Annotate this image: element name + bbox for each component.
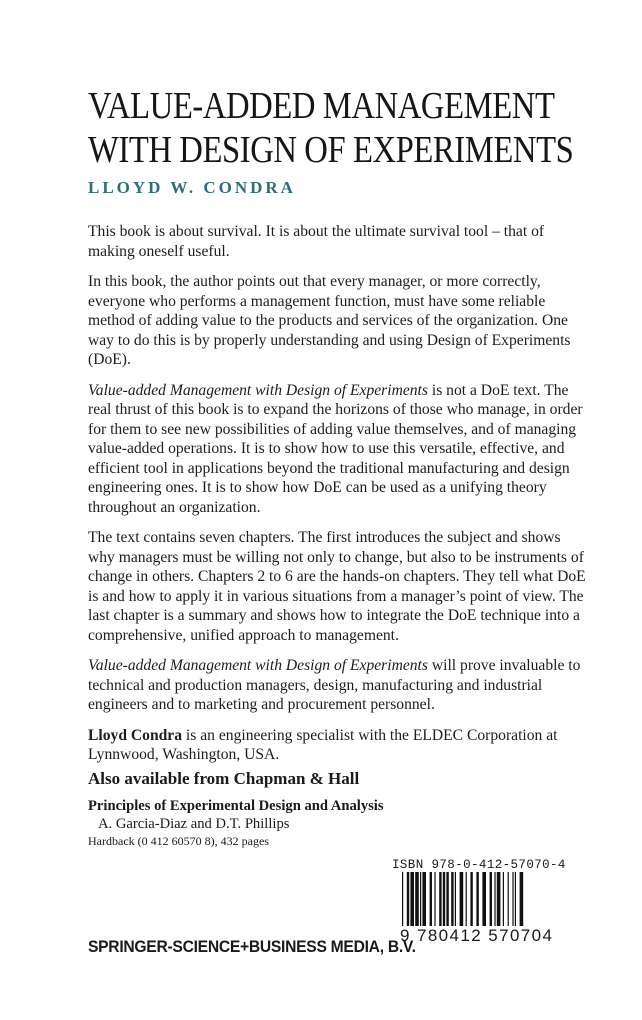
paragraph-text: will prove invaluable to technical and production managers, design, manufacturing and industrial engineers and to marketing and procurement personnel. xyxy=(88,657,581,713)
related-book-title: Principles of Experimental Design and Analysis xyxy=(88,798,384,814)
barcode-bar xyxy=(512,872,513,934)
barcode-bar xyxy=(434,872,435,934)
book-title-italic: Value-added Management with Design of Experiments xyxy=(88,381,428,399)
barcode-bar xyxy=(455,872,456,934)
barcode-bars xyxy=(398,872,623,934)
also-available-heading: Also available from Chapman & Hall xyxy=(88,769,360,788)
barcode-bar xyxy=(415,872,419,934)
barcode-digits: 9 780412 570704 xyxy=(398,926,625,946)
author-name-bold: Lloyd Condra xyxy=(88,726,183,744)
barcode-bar xyxy=(410,872,414,934)
barcode-bar xyxy=(508,872,509,934)
barcode-bar xyxy=(494,872,495,934)
barcode-bar xyxy=(446,872,448,934)
barcode-bar xyxy=(422,872,426,934)
related-book-authors: A. Garcia-Diaz and D.T. Phillips xyxy=(98,816,290,832)
blurb-paragraph-3 xyxy=(88,381,588,518)
publisher-name: SPRINGER-SCIENCE+BUSINESS MEDIA, B.V. xyxy=(88,937,416,956)
barcode-bar xyxy=(430,872,432,934)
book-title-italic: Value-added Management with Design of Experiments xyxy=(88,657,428,674)
barcode-bar xyxy=(503,872,504,934)
barcode-bar xyxy=(460,872,464,934)
blurb-paragraph-1: This book is about survival. It is about the ultimate survival tool – that of making oneself useful. xyxy=(88,223,545,260)
barcode-bar xyxy=(443,872,445,934)
related-book-details: Hardback (0 412 60570 8), 432 pages xyxy=(88,834,269,848)
blurb-paragraph-4: The text contains seven chapters. The first introduces the subject and shows why managers must be willing not only to change, but also to be instruments of change in others. Chapters 2 to 6 are the hands-on chapters. They tell what DoE is and how to apply it in various situations from a manager’s point of view. The last chapter is a summary and shows how to integrate the DoE technique into a comprehensive, unified approach to management. xyxy=(88,529,586,644)
also-available-section xyxy=(88,769,588,849)
title-line-2: WITH DESIGN OF EXPERIMENTS xyxy=(88,129,574,171)
paragraph-text: is not a DoE text. The real thrust of this book is to expand the horizons of those who manage, in order for them to see new possibilities of adding value themselves, and of managing value-added operations. It is to show how to use this versatile, effective, and efficient tool in applications beyond the traditional manufacturing and design engineering ones. It is to show how DoE can be used as a unifying theory throughout an organization. xyxy=(88,381,583,516)
author-bio xyxy=(88,726,588,765)
barcode-bar xyxy=(470,872,472,934)
barcode xyxy=(398,872,623,962)
book-title xyxy=(88,84,574,172)
barcode-bar xyxy=(515,872,516,934)
title-line-1: VALUE-ADDED MANAGEMENT xyxy=(88,85,555,127)
isbn-label: ISBN 978-0-412-57070-4 xyxy=(392,858,566,872)
book-author: LLOYD W. CONDRA xyxy=(88,178,296,197)
paragraph-text: is an engineering specialist with the ELDEC Corporation at Lynnwood, Washington, USA. xyxy=(88,726,558,763)
blurb-paragraph-5 xyxy=(88,656,588,715)
barcode-bar xyxy=(520,872,524,934)
barcode-bar xyxy=(466,872,467,934)
barcode-bar xyxy=(402,872,403,934)
barcode-bar xyxy=(420,872,421,934)
barcode-bar xyxy=(451,872,453,934)
barcode-bar xyxy=(439,872,441,934)
barcode-bar xyxy=(490,872,492,934)
blurb-paragraph-2: In this book, the author points out that every manager, or more correctly, everyone who performs a management function, must have some reliable method of adding value to the products and services of the organization. One way to do this is by properly understanding and using Design of Experiments (DoE). xyxy=(88,273,571,368)
barcode-bar xyxy=(482,872,486,934)
barcode-bar xyxy=(476,872,478,934)
blurb xyxy=(88,222,588,776)
barcode-bar xyxy=(407,872,409,934)
barcode-bar xyxy=(497,872,501,934)
